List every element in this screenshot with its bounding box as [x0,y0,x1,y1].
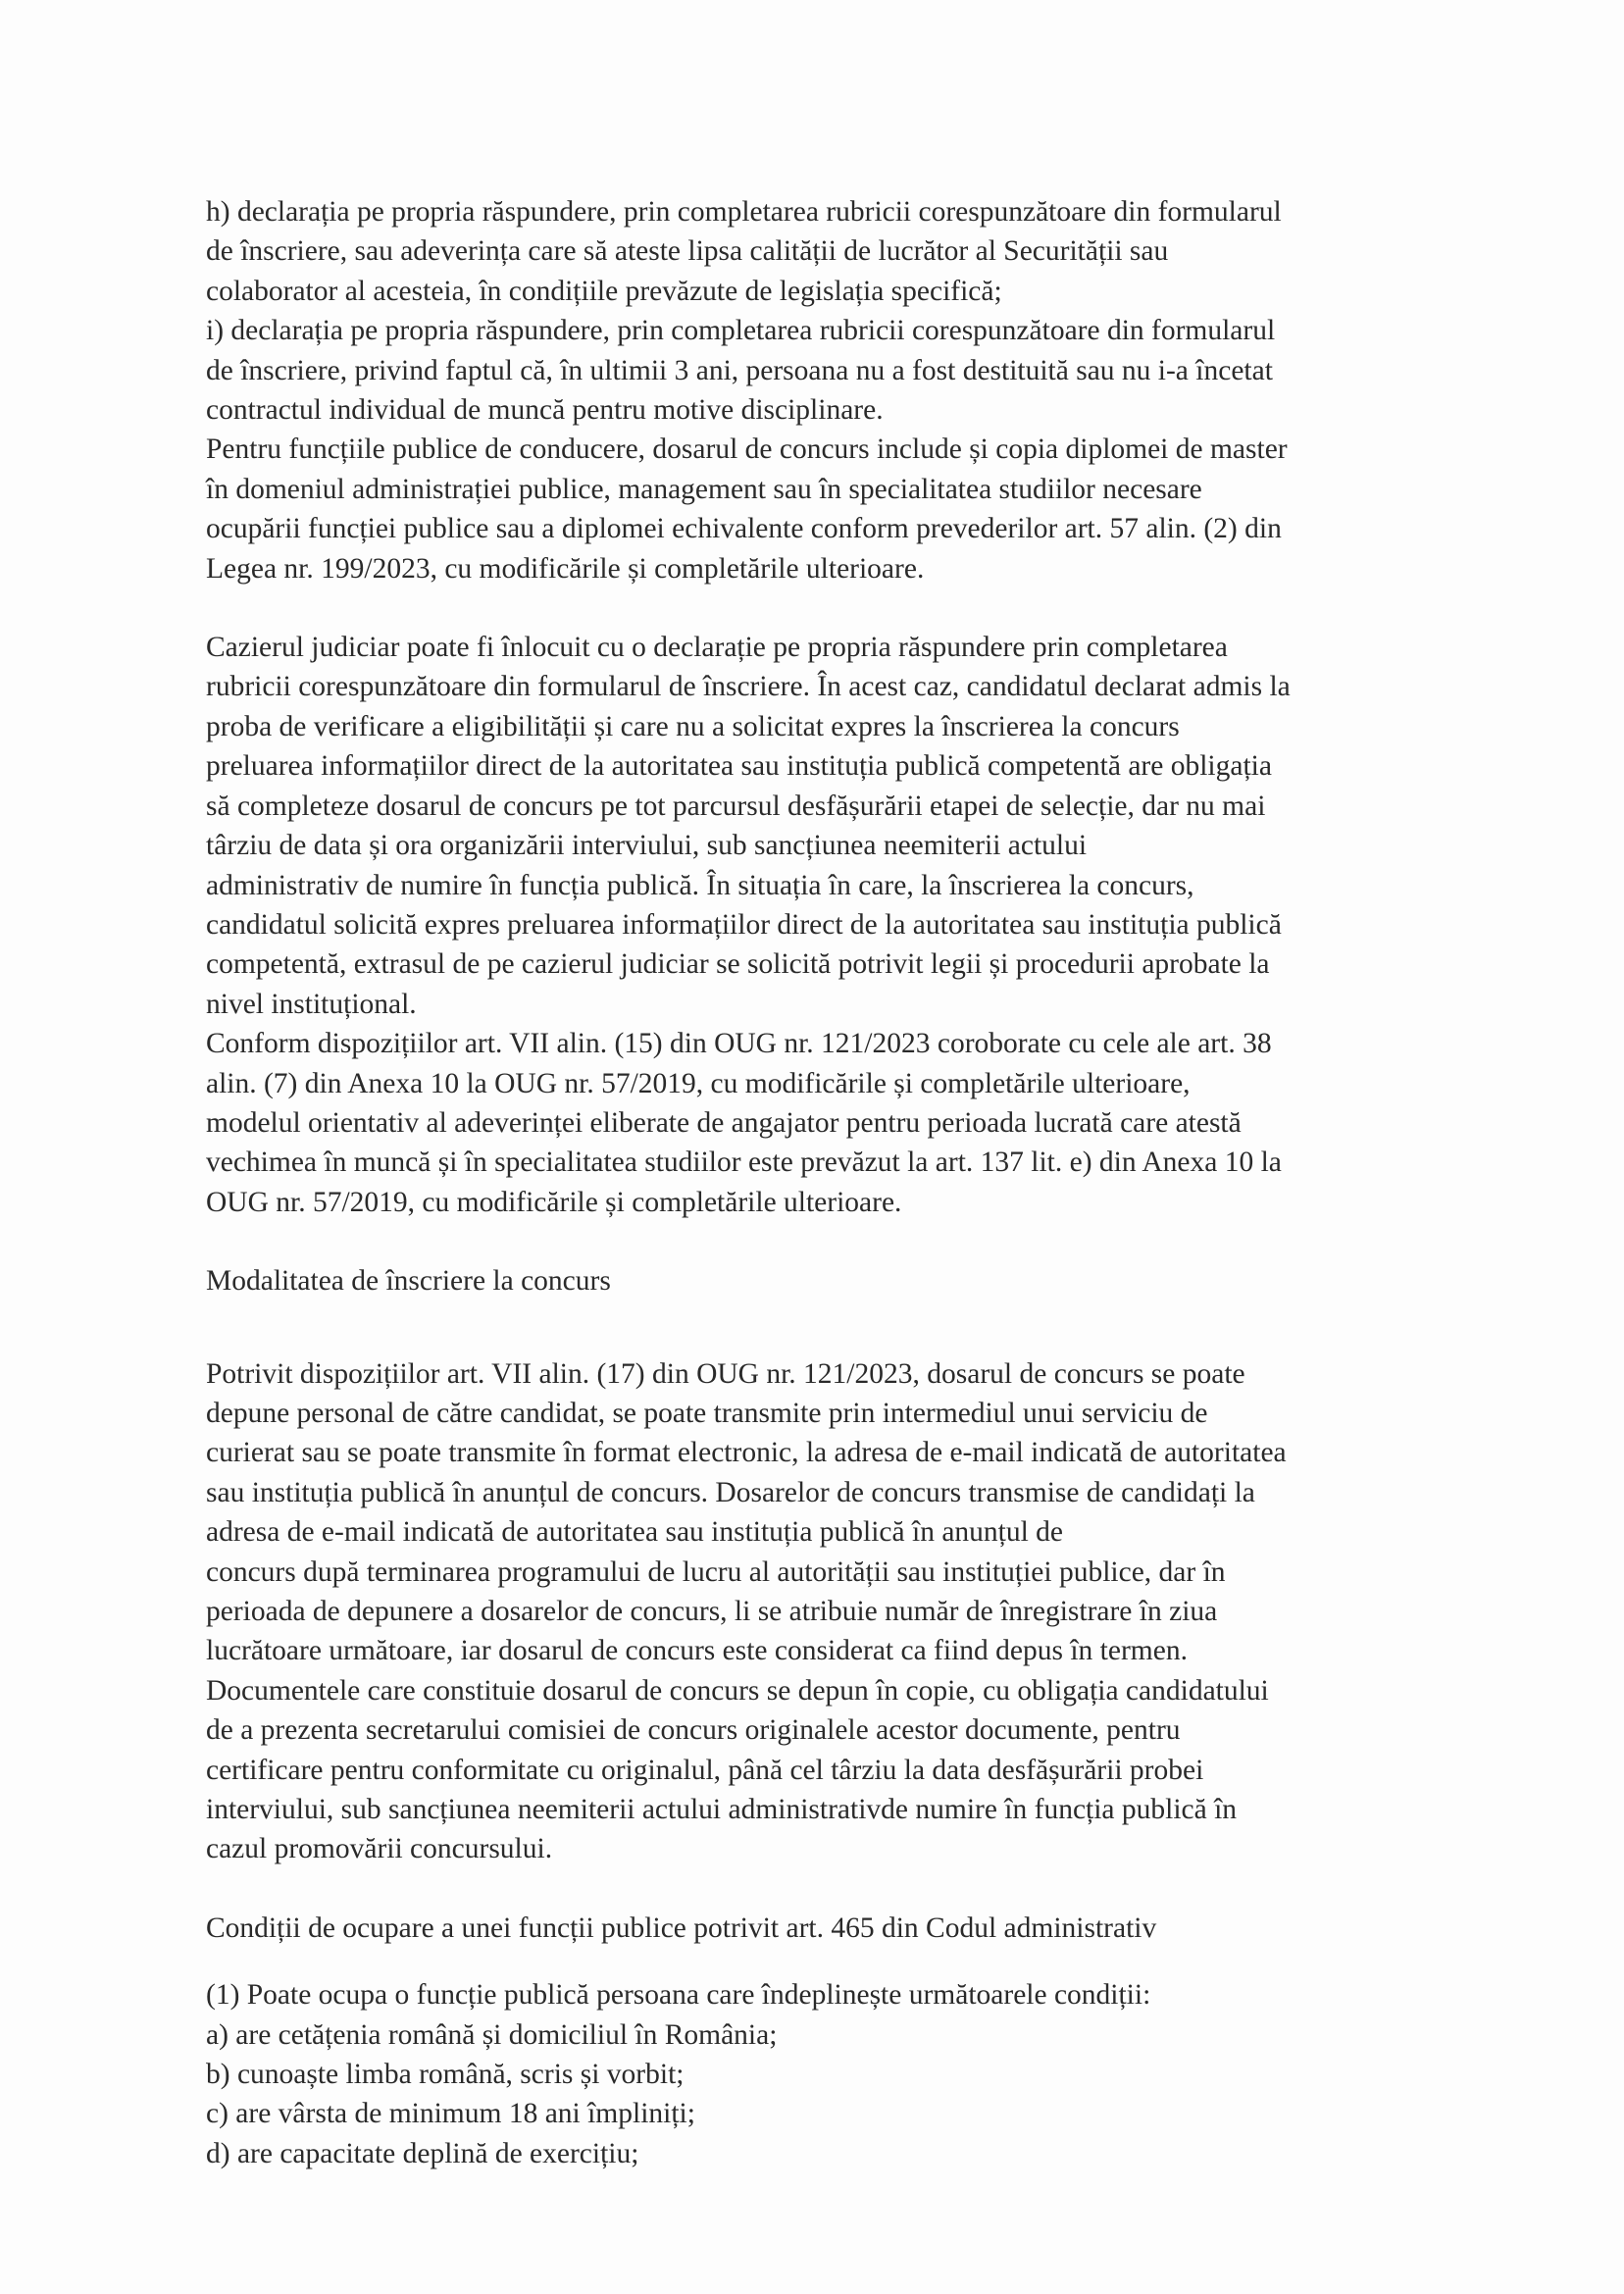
text-line: adresa de e-mail indicată de autoritatea sau instituția publică în anunțul de [206,1516,1064,1549]
text-line: Documentele care constituie dosarul de concurs se depun în copie, cu obligația candidatului [206,1674,1269,1707]
text-line: alin. (7) din Anexa 10 la OUG nr. 57/2019, cu modificările și completările ulterioare, [206,1067,1191,1099]
text-line: competentă, extrasul de pe cazierul judiciar se solicită potrivit legii și procedurii aprobate la [206,948,1270,981]
text-line: administrativ de numire în funcția publică. În situația în care, la înscrierea la concurs, [206,869,1194,901]
text-line: lucrătoare următoare, iar dosarul de concurs este considerat ca fiind depus în termen. [206,1635,1188,1667]
text-line: vechimea în muncă și în specialitatea studiilor este prevăzut la art. 137 lit. e) din Anexa 10 la [206,1147,1282,1179]
text-line: nivel instituțional. [206,988,417,1020]
text-line: concurs după terminarea programului de lucru al autorității sau instituției publice, dar în [206,1555,1226,1588]
list-item: b) cunoaște limba română, scris și vorbit; [206,2059,685,2091]
text-line: târziu de data și ora organizării interviului, sub sancțiunea neemiterii actului [206,830,1088,862]
text-line: modelul orientativ al adeverinței eliberate de angajator pentru perioada lucrată care atestă [206,1106,1242,1139]
list-item: c) are vârsta de minimum 18 ani împliniți; [206,2098,695,2130]
section-heading: Condiții de ocupare a unei funcții publice potrivit art. 465 din Codul administrativ [206,1912,1157,1944]
text-line: de înscriere, sau adeverința care să ateste lipsa calității de lucrător al Securității sau [206,235,1169,268]
text-line: curierat sau se poate transmite în format electronic, la adresa de e-mail indicată de autoritatea [206,1437,1287,1469]
text-line: proba de verificare a eligibilității și care nu a solicitat expres la înscrierea la concurs [206,710,1180,742]
paragraph-registration-procedure [206,1354,1456,1869]
text-line: OUG nr. 57/2019, cu modificările și completările ulterioare. [206,1186,902,1218]
paragraph-eligibility-declarations [206,192,1456,588]
text-line: să completeze dosarul de concurs pe tot parcursul desfășurării etapei de selecție, dar nu mai [206,790,1266,822]
text-line: rubricii corespunzătoare din formularul de înscriere. În acest caz, candidatul declarat admis la [206,671,1291,703]
text-line: de înscriere, privind faptul că, în ultimii 3 ani, persoana nu a fost destituită sau nu i-a încetat [206,354,1273,386]
document-body [206,192,1456,2173]
text-line: sau instituția publică în anunțul de concurs. Dosarelor de concurs transmise de candidați la [206,1476,1255,1508]
text-line: cazul promovării concursului. [206,1833,553,1865]
text-line: Cazierul judiciar poate fi înlocuit cu o declarație pe propria răspundere prin completarea [206,632,1228,664]
text-line: h) declarația pe propria răspundere, prin completarea rubricii corespunzătoare din formularul [206,196,1282,228]
text-line: i) declarația pe propria răspundere, prin completarea rubricii corespunzătoare din formularul [206,315,1276,347]
text-line: candidatul solicită expres preluarea informațiilor direct de la autoritatea sau instituția publică [206,908,1282,941]
section-heading-conditions [206,1909,1456,1948]
text-line: de a prezenta secretarului comisiei de concurs originalele acestor documente, pentru [206,1714,1181,1747]
paragraph-criminal-record [206,628,1456,1222]
section-heading: Modalitatea de înscriere la concurs [206,1265,611,1298]
list-item: a) are cetățenia română și domiciliul în România; [206,2018,778,2051]
text-line: colaborator al acesteia, în condițiile prevăzute de legislația specifică; [206,275,1002,307]
text-line: certificare pentru conformitate cu originalul, până cel târziu la data desfășurării probei [206,1754,1204,1786]
text-line: în domeniul administrației publice, management sau în specialitatea studiilor necesare [206,473,1202,505]
conditions-list [206,1975,1456,2173]
list-item: d) are capacitate deplină de exercițiu; [206,2137,639,2169]
section-heading-registration [206,1261,1456,1300]
text-line: Potrivit dispozițiilor art. VII alin. (17) din OUG nr. 121/2023, dosarul de concurs se poate [206,1357,1245,1390]
text-line: preluarea informațiilor direct de la autoritatea sau instituția publică competentă are obligația [206,750,1272,783]
text-line: Pentru funcțiile publice de conducere, dosarul de concurs include și copia diplomei de master [206,433,1288,466]
text-line: ocupării funcției publice sau a diplomei echivalente conform prevederilor art. 57 alin. (2) din [206,513,1282,545]
text-line: Conform dispozițiilor art. VII alin. (15) din OUG nr. 121/2023 coroborate cu cele ale art. 38 [206,1028,1272,1060]
text-line: contractul individual de muncă pentru motive disciplinare. [206,394,884,427]
text-line: depune personal de către candidat, se poate transmite prin intermediul unui serviciu de [206,1397,1208,1429]
list-item: (1) Poate ocupa o funcție publică persoana care îndeplinește următoarele condiții: [206,1979,1151,2012]
text-line: perioada de depunere a dosarelor de concurs, li se atribuie număr de înregistrare în ziua [206,1596,1218,1627]
text-line: Legea nr. 199/2023, cu modificările și completările ulterioare. [206,552,925,585]
text-line: interviului, sub sancțiunea neemiterii actului administrativde numire în funcția publică în [206,1794,1238,1826]
